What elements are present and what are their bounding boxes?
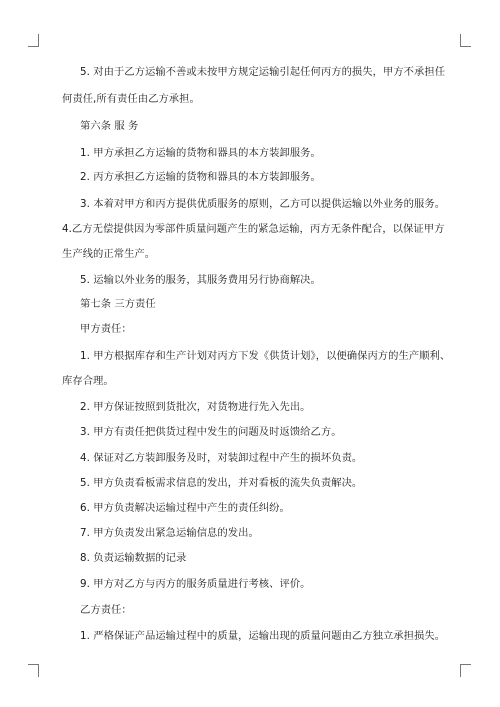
service-item-4-line-1: 4.乙方无偿提供因为零部件质量问题产生的紧急运输，丙方无条件配合，以保证甲方 bbox=[62, 223, 445, 235]
party-a-item-4: 4. 保证对乙方装卸服务及时，对装卸过程中产生的损坏负责。 bbox=[80, 452, 363, 464]
clause-5-line-2: 何责任,所有责任由乙方承担。 bbox=[62, 93, 200, 105]
party-a-item-9: 9. 甲方对乙方与丙方的服务质量进行考核、评价。 bbox=[80, 578, 311, 590]
party-a-item-6: 6. 甲方负责解决运输过程中产生的责任纠纷。 bbox=[80, 502, 290, 514]
crop-mark-bottom-right bbox=[460, 664, 471, 677]
article-6-heading: 第六条 服 务 bbox=[80, 120, 139, 132]
party-a-item-2: 2. 甲方保证按照到货批次，对货物进行先入先出。 bbox=[80, 401, 311, 413]
service-item-5: 5. 运输以外业务的服务，其服务费用另行协商解决。 bbox=[80, 274, 321, 286]
crop-mark-bottom-left bbox=[28, 664, 39, 677]
party-a-item-7: 7. 甲方负责发出紧急运输信息的发出。 bbox=[80, 527, 259, 539]
party-b-item-1: 1. 严格保证产品运输过程中的质量，运输出现的质量问题由乙方独立承担损失。 bbox=[80, 630, 446, 642]
party-a-item-8: 8. 负责运输数据的记录 bbox=[80, 552, 187, 564]
service-item-3: 3. 本着对甲方和丙方提供优质服务的原则，乙方可以提供运输以外业务的服务。 bbox=[80, 198, 446, 210]
crop-mark-top-left bbox=[28, 34, 39, 47]
party-a-item-1-line-2: 库存合理。 bbox=[62, 375, 114, 387]
clause-5-line-1: 5. 对由于乙方运输不善或未按甲方规定运输引起任何丙方的损失，甲方不承担任 bbox=[80, 66, 446, 78]
party-a-heading: 甲方责任： bbox=[80, 323, 132, 335]
service-item-2: 2. 丙方承担乙方运输的货物和器具的本方装卸服务。 bbox=[80, 171, 321, 183]
service-item-1: 1. 甲方承担乙方运输的货物和器具的本方装卸服务。 bbox=[80, 147, 321, 159]
service-item-4-line-2: 生产线的正常生产。 bbox=[62, 248, 156, 260]
crop-mark-top-right bbox=[460, 34, 471, 47]
party-a-item-3: 3. 甲方有责任把供货过程中发生的问题及时返馈给乙方。 bbox=[80, 426, 342, 438]
party-a-item-5: 5. 甲方负责看板需求信息的发出，并对看板的流失负责解决。 bbox=[80, 477, 363, 489]
article-7-heading: 第七条 三方责任 bbox=[80, 298, 156, 310]
party-a-item-1-line-1: 1. 甲方根据库存和生产计划对丙方下发《供货计划》，以便确保丙方的生产顺利、 bbox=[80, 350, 451, 362]
party-b-heading: 乙方责任： bbox=[80, 604, 132, 616]
